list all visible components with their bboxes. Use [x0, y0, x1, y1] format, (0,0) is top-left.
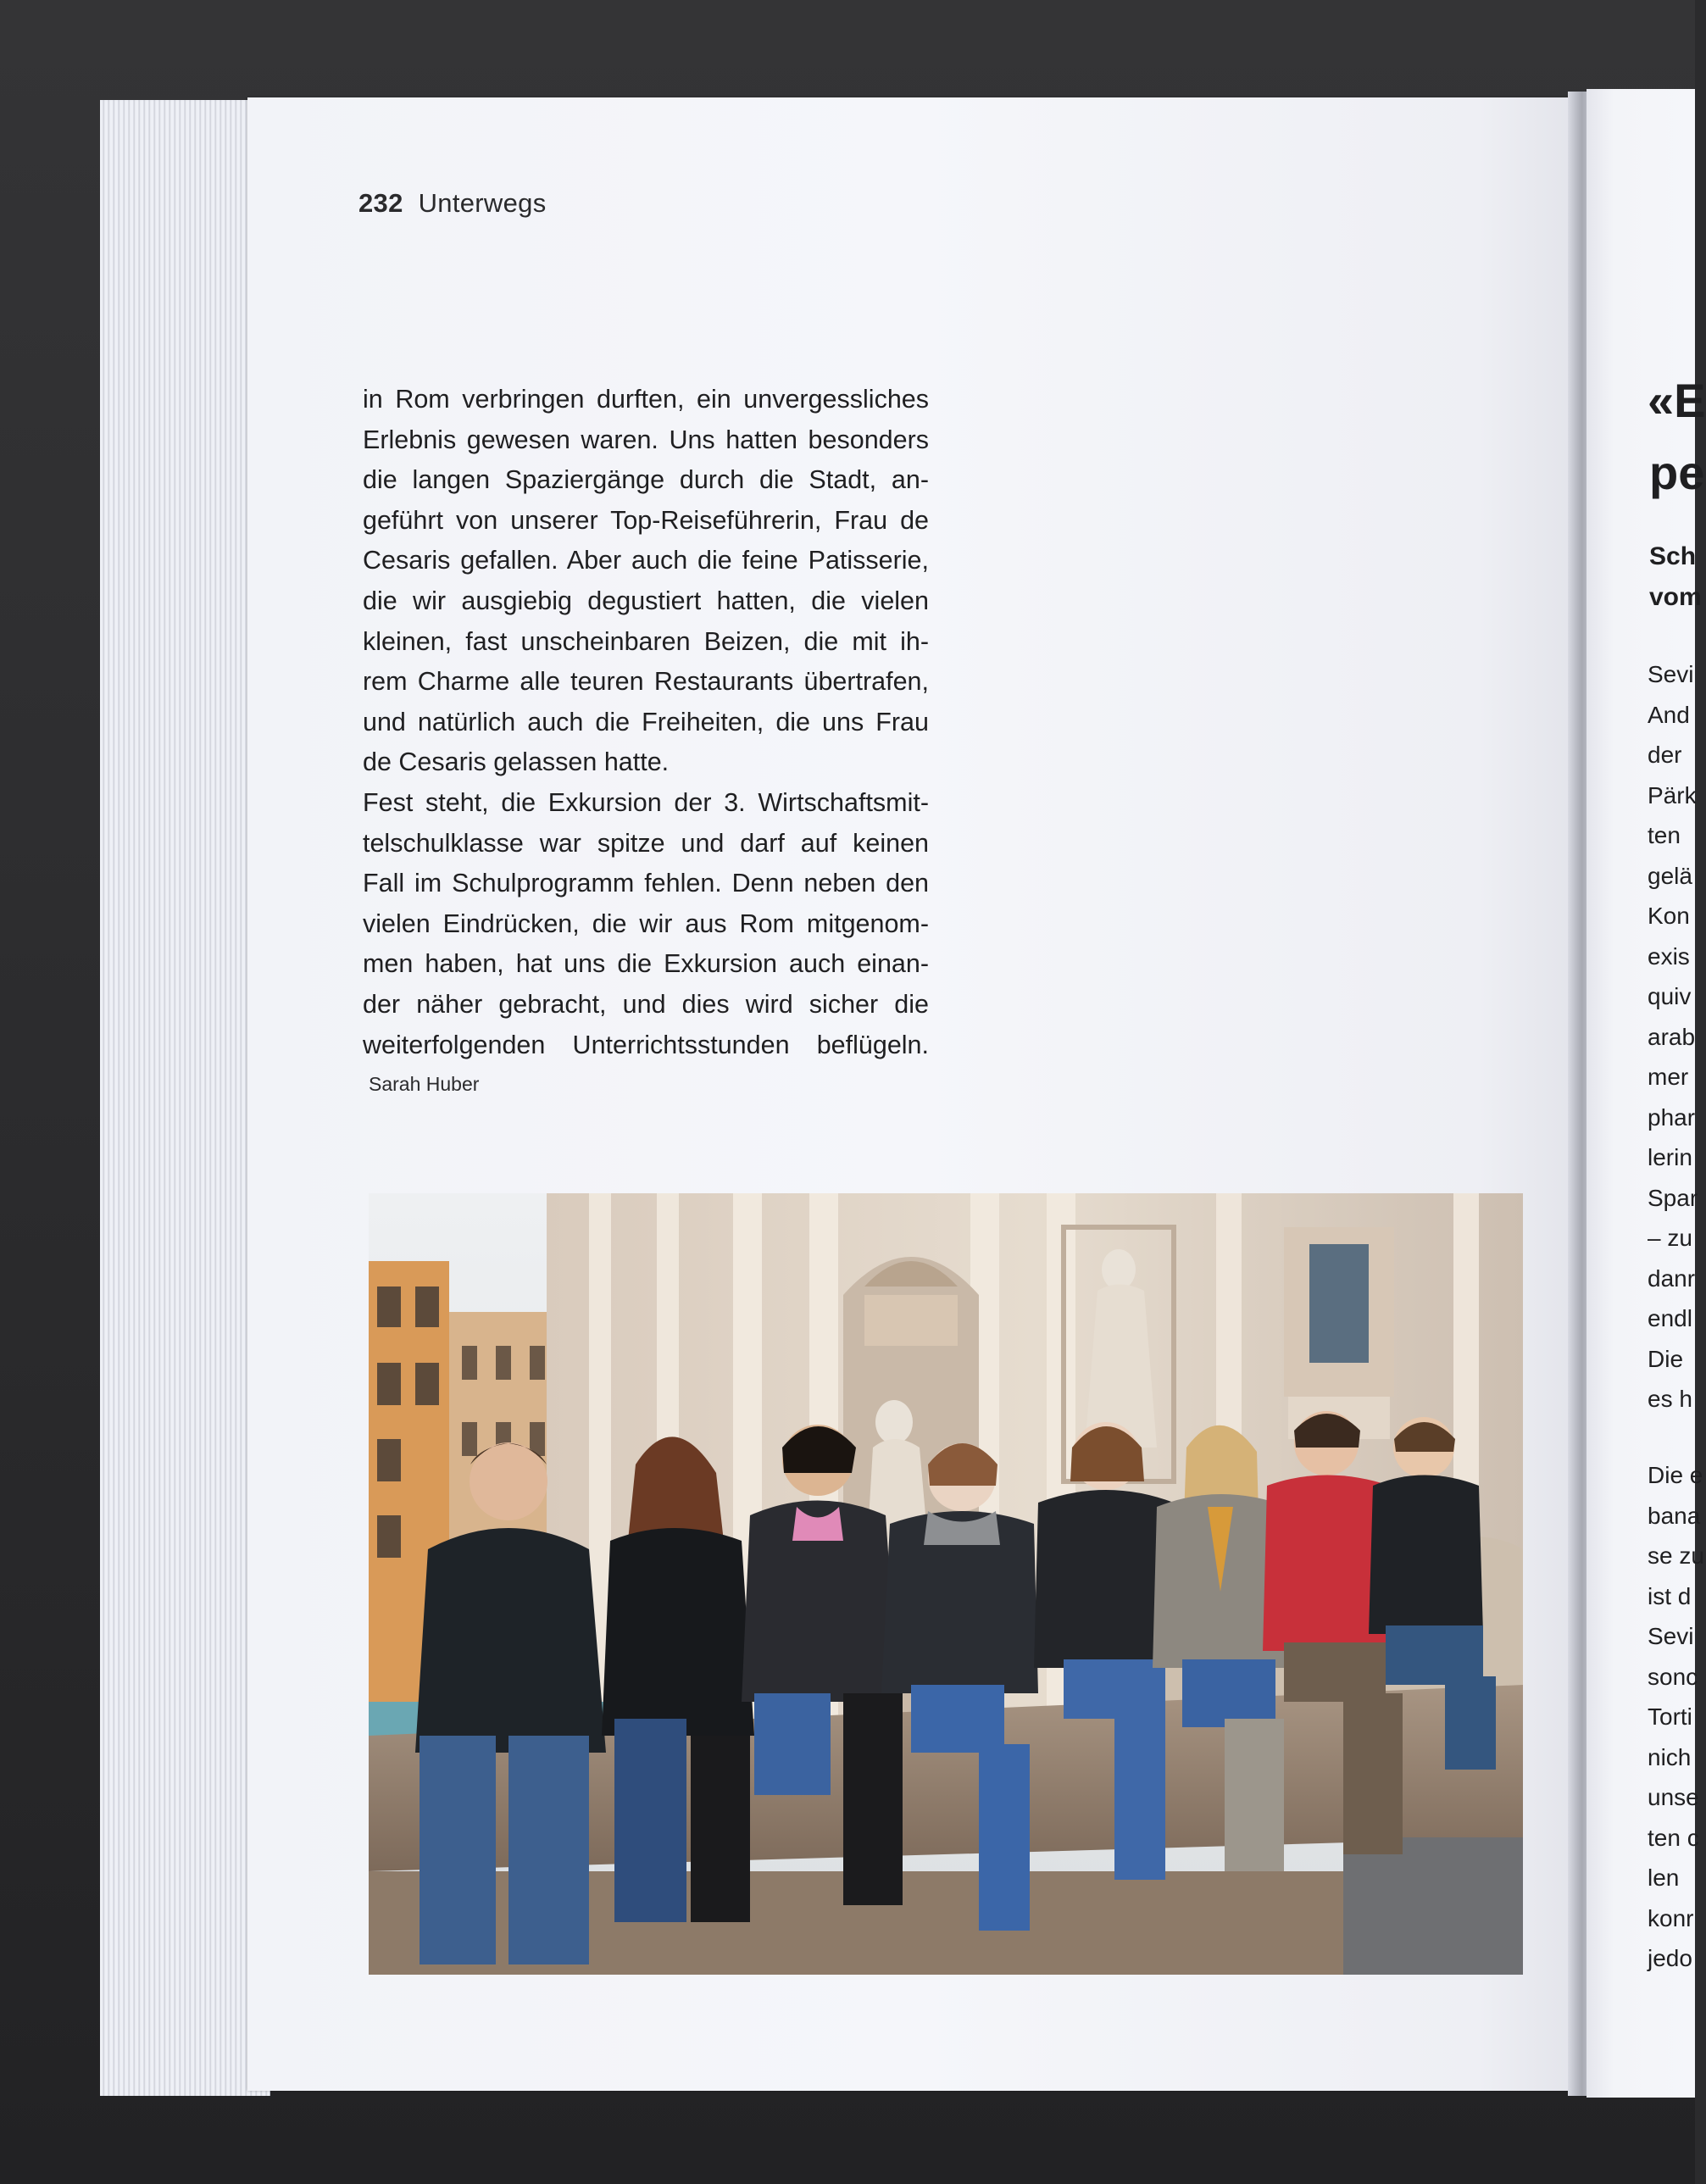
right-page-line: ist d: [1648, 1582, 1692, 1609]
right-page-line: And: [1648, 701, 1690, 728]
body-line: men haben, hat uns die Exkursion auch einan-: [363, 949, 929, 979]
body-line: Fest steht, die Exkursion der 3. Wirtschaftsmit-: [363, 787, 929, 817]
body-line: telschulklasse war spitze und darf auf keinen: [363, 828, 929, 858]
body-line: geführt von unserer Top-Reiseführerin, Frau de: [363, 505, 929, 535]
body-line: der näher gebracht, und dies wird sicher die: [363, 989, 929, 1019]
right-page-line: endl: [1648, 1305, 1692, 1331]
right-page-line: – zu: [1648, 1225, 1692, 1251]
article-body: [363, 380, 929, 1065]
right-page-line: unse: [1648, 1784, 1699, 1810]
right-page-line: arab: [1648, 1023, 1696, 1050]
right-page-line: danr: [1648, 1264, 1696, 1292]
right-page-line: phar: [1648, 1103, 1696, 1131]
body-line: kleinen, fast unscheinbaren Beizen, die mit ih-: [363, 626, 929, 656]
right-page-line: lerin: [1648, 1144, 1692, 1170]
right-page-line: Sevi: [1648, 661, 1694, 687]
right-page-line: konr: [1648, 1904, 1694, 1931]
section-title: Unterwegs: [418, 188, 547, 218]
group-photo-trevi-fountain: [369, 1193, 1523, 1975]
right-page-line: ten: [1648, 822, 1681, 848]
body-line: weiterfolgenden Unterrichtsstunden beflügeln.: [363, 1030, 929, 1059]
right-page-line: Kon: [1648, 903, 1690, 929]
author-byline: Sarah Huber: [369, 1073, 480, 1095]
page-number: 232: [358, 188, 403, 218]
body-line: Erlebnis gewesen waren. Uns hatten besonders: [363, 425, 929, 454]
right-page-headline-2: pe: [1649, 446, 1705, 499]
right-page-line: sonc: [1648, 1663, 1698, 1690]
body-line: Fall im Schulprogramm fehlen. Denn neben den: [363, 869, 929, 898]
right-page-headline-1: «E: [1648, 374, 1706, 427]
right-page-line: len: [1648, 1864, 1680, 1891]
right-page-line: quiv: [1648, 983, 1692, 1009]
body-line: vielen Eindrücken, die wir aus Rom mitgenom-: [363, 909, 929, 938]
right-page-subhead-2: vom: [1649, 583, 1702, 611]
body-line: die wir ausgiebig degustiert hatten, die vielen: [363, 586, 929, 615]
page-edges: [100, 100, 270, 2096]
right-page-line: nich: [1648, 1743, 1692, 1770]
right-page-line: Pärk: [1648, 781, 1697, 809]
right-page-line: der: [1648, 742, 1682, 768]
right-page-line: bana: [1648, 1502, 1701, 1529]
photo-illustration: [369, 1193, 1523, 1975]
right-page-line: jedo: [1648, 1945, 1692, 1971]
right-page-line: es h: [1648, 1386, 1692, 1412]
body-line: de Cesaris gelassen hatte.: [363, 747, 670, 777]
right-page-line: Spar: [1648, 1184, 1698, 1211]
right-page-line: Die: [1648, 1345, 1684, 1372]
right-page-line: Torti: [1648, 1703, 1692, 1730]
right-page-line: Sevi: [1648, 1623, 1694, 1649]
body-line: in Rom verbringen durften, ein unvergessliches: [363, 385, 929, 414]
right-page-line: Die e: [1648, 1462, 1703, 1488]
right-page-line: gelä: [1648, 862, 1692, 889]
body-line: rem Charme alle teuren Restaurants übertrafen,: [363, 667, 929, 697]
right-page-line: mer: [1648, 1064, 1689, 1090]
running-head: [358, 188, 547, 219]
right-page-line: se zu: [1648, 1542, 1704, 1569]
body-line: die langen Spaziergänge durch die Stadt, an-: [363, 465, 929, 495]
body-line: Cesaris gefallen. Aber auch die feine Patisserie,: [363, 546, 929, 575]
body-line: und natürlich auch die Freiheiten, die uns Frau: [363, 707, 929, 736]
right-page-subhead-1: Sch: [1649, 542, 1697, 570]
right-page-line: exis: [1648, 942, 1690, 970]
right-page-line: ten c: [1648, 1824, 1699, 1851]
